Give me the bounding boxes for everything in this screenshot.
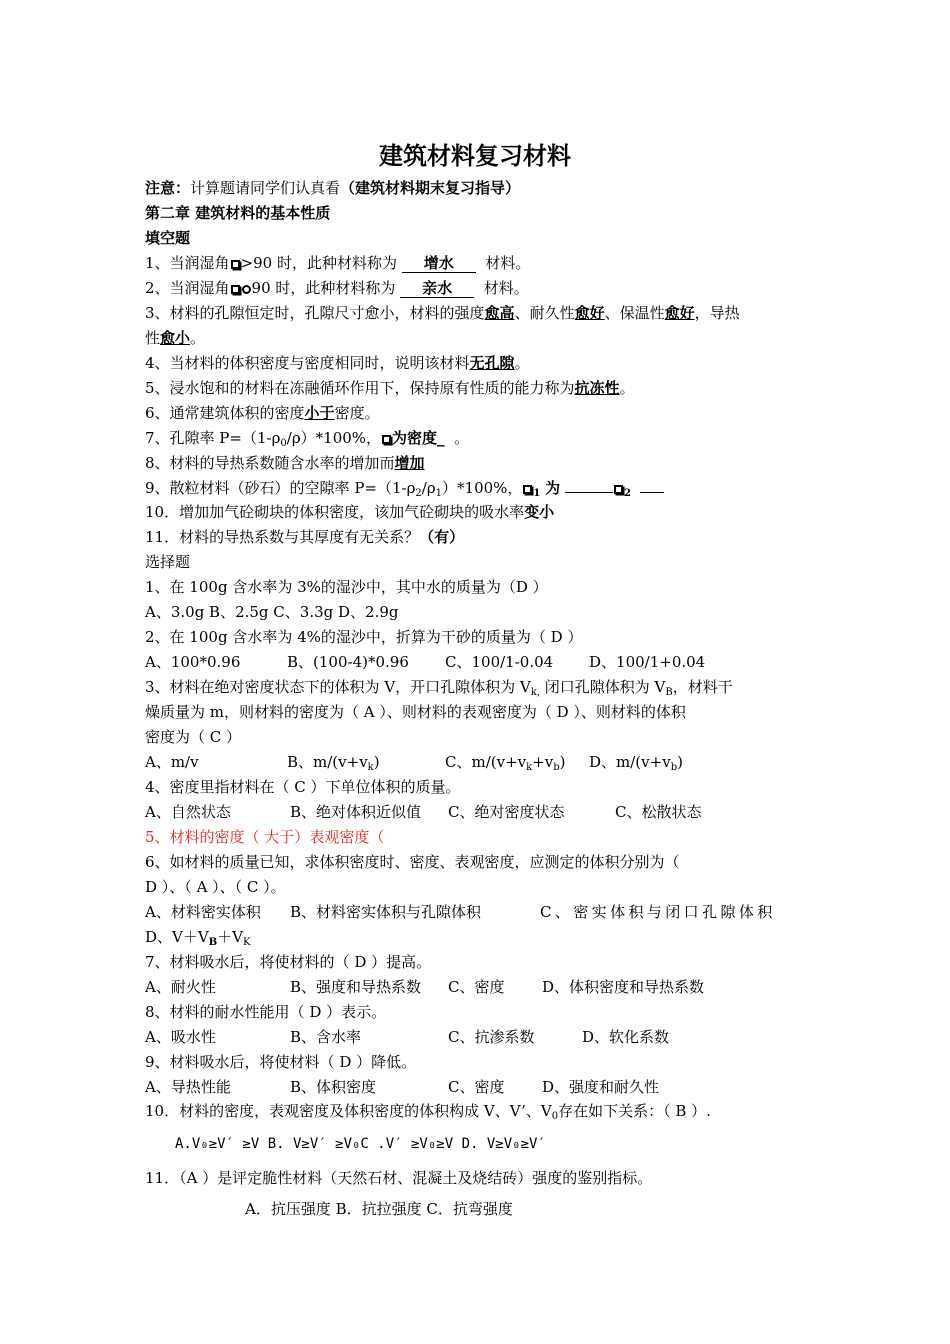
option-b: B、体积密度 xyxy=(290,1078,377,1096)
q3c-sub-k: k, xyxy=(530,687,540,698)
q3-text-a: 3、材料的孔隙恒定时，孔隙尺寸愈小，材料的强度 xyxy=(145,304,485,322)
q6-answer: 小于 xyxy=(304,404,335,422)
choice-q4: 4、密度里指材料在（ C ）下单位体积的质量。 xyxy=(145,778,461,796)
option-d: D、体积密度和导热系数 xyxy=(542,978,705,996)
q3-text-d: ，导热 xyxy=(694,304,740,322)
q5-text-a: 5、浸水饱和的材料在冻融循环作用下，保持原有性质的能力称为 xyxy=(145,379,575,397)
fill-q6 xyxy=(145,403,380,423)
q3-answer-conductivity: 愈小 xyxy=(160,329,191,347)
option-a: A、吸水性 xyxy=(145,1028,216,1046)
q1-answer: 增水 xyxy=(402,255,476,273)
option-a: A、导热性能 xyxy=(145,1078,231,1096)
choice-q3-line3: 密度为（ C ） xyxy=(145,728,242,746)
choice-q6-option-d xyxy=(145,927,250,947)
q2-text-a: 2、当润湿角 xyxy=(145,279,230,297)
q9-subscript-1: 2 xyxy=(415,488,422,499)
q9-symbol-sub-1: 1 xyxy=(533,488,541,499)
theta-symbol-icon xyxy=(231,285,240,294)
q8-text-a: 8、材料的导热系数随含水率的增加而 xyxy=(145,454,395,472)
option-d-sub: b xyxy=(670,762,678,773)
q9-text-d: 为 xyxy=(545,479,561,497)
q7-text-a: 7、孔隙率 P=（1-ρ xyxy=(145,429,281,447)
option-a: A、自然状态 xyxy=(145,803,231,821)
q10-text-a: 10．增加加气砼砌块的体积密度，该加气砼砌块的吸水率 xyxy=(145,503,525,521)
option-c-sub2: b xyxy=(553,762,560,773)
choice-q4-options xyxy=(145,802,701,822)
option-b: B、绝对体积近似值 xyxy=(290,803,422,821)
choice-q1: 1、在 100g 含水率为 3%的湿沙中，其中水的质量为（D ） xyxy=(145,578,548,596)
option-c: C、绝对密度状态 xyxy=(448,803,565,821)
rho-symbol-icon xyxy=(382,435,391,444)
q11-answer: （有） xyxy=(419,528,465,546)
option-c: C、密度 xyxy=(448,1078,505,1096)
q9-blank-2 xyxy=(640,492,664,493)
option-c: C、抗渗系数 xyxy=(448,1028,535,1046)
q9-blank xyxy=(565,492,613,493)
choice-q7: 7、材料吸水后，将使材料的（ D ）提高。 xyxy=(145,953,432,971)
q4-answer: 无孔隙 xyxy=(469,354,515,372)
q3-text-c: 、保温性 xyxy=(604,304,665,322)
chapter-heading: 第二章 建筑材料的基本性质 xyxy=(145,204,331,222)
choice-q10 xyxy=(145,1101,711,1121)
rho-symbol-icon xyxy=(614,485,623,494)
choice-q1-options: A、3.0g B、2.5g C、3.3g D、2.9g xyxy=(145,603,399,621)
fill-q2 xyxy=(145,278,529,298)
q5-answer: 抗冻性 xyxy=(574,379,620,397)
option-b: B、强度和导热系数 xyxy=(290,978,422,996)
fill-q8 xyxy=(145,453,425,473)
option-d-text: D、m/(v+v xyxy=(589,753,671,771)
q3-text-b: 、耐久性 xyxy=(514,304,575,322)
theta-symbol-icon xyxy=(231,260,240,269)
fill-q10 xyxy=(145,502,554,522)
fill-q9 xyxy=(145,478,664,498)
fill-q5 xyxy=(145,378,635,398)
fill-q3-line2 xyxy=(145,328,205,348)
choice-q9-options xyxy=(145,1077,659,1097)
choice-q3-line2: 燥质量为 m，则材料的密度为（ A ）、则材料的表观密度为（ D ）、则材料的体积 xyxy=(145,703,686,721)
q3-text-f: 。 xyxy=(190,329,206,347)
q6-text-b: 密度。 xyxy=(334,404,380,422)
q3c-text-c: ，材料干 xyxy=(672,678,733,696)
option-a: A、100*0.96 xyxy=(145,653,241,671)
q9-text-a: 9、散粒材料（砂石）的空隙率 P=（1-ρ xyxy=(145,479,416,497)
choice-q11-options: A．抗压强度 B．抗拉强度 C．抗弯强度 xyxy=(245,1200,513,1218)
q7-text-c: 。 xyxy=(454,429,470,447)
q7-answer: 为密度_ xyxy=(392,429,445,447)
option-d-sub-b: B xyxy=(208,937,218,948)
document-title: 建筑材料复习材料 xyxy=(379,142,571,170)
option-a: A、耐火性 xyxy=(145,978,216,996)
q10c-subscript: 0 xyxy=(551,1111,559,1122)
option-d-text: D、V＋V xyxy=(145,928,209,946)
option-d: C、松散状态 xyxy=(615,803,702,821)
q1-text-b: >90 时，此种材料称为 xyxy=(240,254,397,272)
fill-q3-line1 xyxy=(145,303,740,323)
choice-q9: 9、材料吸水后，将使材料（ D ）降低。 xyxy=(145,1053,417,1071)
note-reference: （建筑材料期末复习指导） xyxy=(340,179,521,197)
q2-text-c: 材料。 xyxy=(483,279,529,297)
option-b-text: B、m/(v+v xyxy=(287,753,368,771)
fill-q4 xyxy=(145,353,530,373)
choice-q10-options: A.V₀≥V′ ≥V B. V≥V′ ≥V₀C .V′ ≥V₀≥V D. V≥V₀≥V′ xyxy=(175,1136,546,1152)
q10c-text-b: 存在如下关系：（ B ）. xyxy=(558,1102,711,1120)
note-line xyxy=(145,178,520,198)
choice-q8: 8、材料的耐水性能用（ D ）表示。 xyxy=(145,1003,387,1021)
q3c-text-b: 闭口孔隙体积为 V xyxy=(540,678,666,696)
choice-q5: 5、材料的密度（ 大于）表观密度（ xyxy=(145,828,385,846)
q3c-sub-b: B xyxy=(665,687,673,698)
option-c xyxy=(445,752,589,772)
choice-heading: 选择题 xyxy=(145,553,191,571)
fill-q7 xyxy=(145,428,469,448)
option-b xyxy=(287,752,445,772)
q4-text-a: 4、当材料的体积密度与密度相同时，说明该材料 xyxy=(145,354,470,372)
choice-q7-options xyxy=(145,977,704,997)
option-d-end: ) xyxy=(677,753,683,771)
option-a: A、材料密实体积 xyxy=(145,903,261,921)
q7-text-b: /ρ）*100%， xyxy=(286,429,382,447)
choice-q3-options xyxy=(145,752,683,772)
option-d: D、强度和耐久性 xyxy=(542,1078,660,1096)
option-c-end: ) xyxy=(559,753,566,771)
rho-symbol-icon xyxy=(523,485,532,494)
q1-text-c: 材料。 xyxy=(485,254,531,272)
q6-text-a: 6、通常建筑体积的密度 xyxy=(145,404,305,422)
q5-text-b: 。 xyxy=(619,379,635,397)
option-a: A、m/v xyxy=(145,753,199,771)
fill-q11 xyxy=(145,527,464,547)
q9-subscript-2: 1 xyxy=(435,488,443,499)
option-b-end: ) xyxy=(373,753,380,771)
choice-q6-line1: 6、如材料的质量已知，求体积密度时、密度、表观密度，应测定的体积分别为（ xyxy=(145,853,680,871)
option-d: D、软化系数 xyxy=(582,1028,670,1046)
option-d xyxy=(589,752,683,772)
choice-q2-options xyxy=(145,652,705,672)
choice-q3-line1 xyxy=(145,677,733,697)
note-text: 计算题请同学们认真看 xyxy=(190,179,341,197)
choice-q8-options xyxy=(145,1027,669,1047)
fill-q1 xyxy=(145,253,530,273)
option-d-text-b: ＋V xyxy=(217,928,243,946)
q8-answer: 增加 xyxy=(394,454,425,472)
option-c: C、密度 xyxy=(448,978,505,996)
q9-symbol-sub-2: 2 xyxy=(623,488,631,499)
fill-heading: 填空题 xyxy=(145,229,191,247)
q9-text-c: ）*100%， xyxy=(442,479,523,497)
option-c-text: C、m/(v+v xyxy=(445,753,527,771)
option-b: B、含水率 xyxy=(290,1028,362,1046)
le-symbol-icon xyxy=(242,285,251,294)
option-b: B、材料密实体积与孔隙体积 xyxy=(290,903,482,921)
option-d: D、100/1+0.04 xyxy=(589,653,706,671)
choice-q2: 2、在 100g 含水率为 4%的湿沙中，折算为干砂的质量为（ D ） xyxy=(145,628,583,646)
q1-text-a: 1、当润湿角 xyxy=(145,254,230,272)
q11-text-a: 11．材料的导热系数与其厚度有无关系？ xyxy=(145,528,420,546)
q3c-text-a: 3、材料在绝对密度状态下的体积为 V，开口孔隙体积为 V xyxy=(145,678,531,696)
option-b: B、(100-4)*0.96 xyxy=(287,653,409,671)
choice-q6-line2: D ）、（ A ）、（ C ）。 xyxy=(145,878,286,896)
q3-answer-durability: 愈好 xyxy=(574,304,605,322)
q10c-text-a: 10．材料的密度，表观密度及体积密度的体积构成 V、V’、V xyxy=(145,1102,552,1120)
option-c-mid: +v xyxy=(532,753,554,771)
q3-answer-insulation: 愈好 xyxy=(664,304,695,322)
q3-answer-strength: 愈高 xyxy=(484,304,515,322)
option-c-sub1: k xyxy=(526,762,533,773)
q10-answer: 变小 xyxy=(524,503,555,521)
q2-answer: 亲水 xyxy=(400,280,474,298)
option-c: C、100/1-0.04 xyxy=(445,653,554,671)
q9-text-b: /ρ xyxy=(421,479,436,497)
choice-q6-options xyxy=(145,902,805,922)
note-label: 注意： xyxy=(145,179,191,197)
option-c: C、密实体积与闭口孔隙体积 xyxy=(540,903,776,921)
q4-text-b: 。 xyxy=(514,354,530,372)
option-d-sub-k: K xyxy=(243,937,251,948)
choice-q11: 11．（A ）是评定脆性材料（天然石材、混凝土及烧结砖）强度的鉴别指标。 xyxy=(145,1169,653,1187)
q7-subscript: 0 xyxy=(280,438,287,449)
q3-text-e: 性 xyxy=(145,329,161,347)
q2-text-b: 90 时，此种材料称为 xyxy=(251,279,396,297)
option-b-sub: k xyxy=(367,762,374,773)
